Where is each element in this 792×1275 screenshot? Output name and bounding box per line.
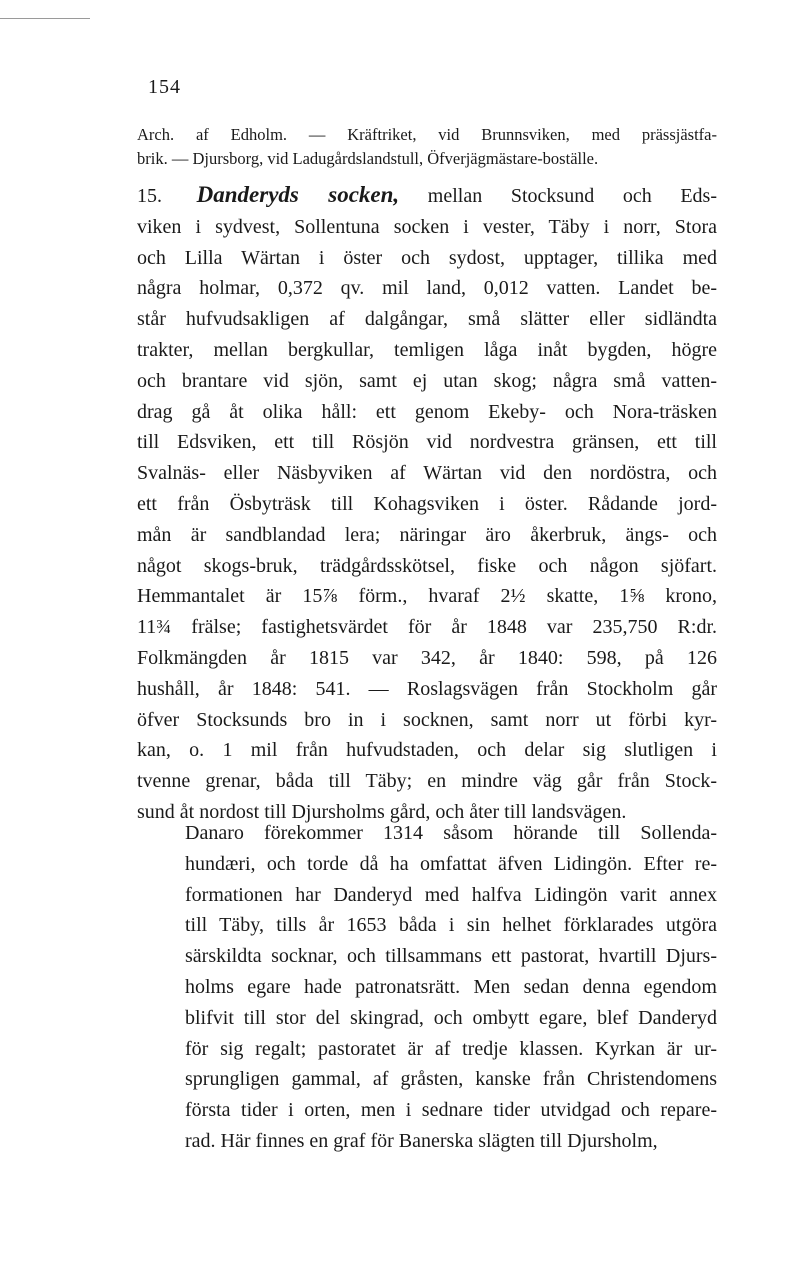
text-line: formationen har Danderyd med halfva Lidingön varit annex <box>185 883 717 906</box>
text-line: Danaro förekommer 1314 såsom hörande till Sollenda- <box>185 822 717 844</box>
text-line: Arch. af Edholm. — Kräftriket, vid Brunnsviken, med prässjästfa- <box>137 125 717 144</box>
history-paragraph <box>137 818 717 1157</box>
text-line: mellan Stocksund och Eds- <box>427 185 717 207</box>
text-line: första tider i orten, men i sednare tider utvidgad och repare- <box>185 1099 717 1122</box>
text-line: Folkmängden år 1815 var 342, år 1840: 598, på 126 <box>137 646 717 669</box>
text-line: och brantare vid sjön, samt ej utan skog; några små vatten- <box>137 369 717 392</box>
section-heading-line <box>137 180 717 212</box>
text-line: tvenne grenar, båda till Täby; en mindre väg går från Stock- <box>137 770 717 793</box>
text-line: hundæri, och torde då ha omfattat äfven Lidingön. Efter re- <box>185 852 717 875</box>
section-title: Danderyds socken, <box>196 182 400 207</box>
section-number: 15. <box>137 185 162 207</box>
text-line: kan, o. 1 mil från hufvudstaden, och delar sig slutligen i <box>137 739 717 762</box>
text-line: drag gå åt olika håll: ett genom Ekeby- och Nora-träsken <box>137 400 717 423</box>
text-line: öfver Stocksunds bro in i socknen, samt norr ut förbi kyr- <box>137 708 717 731</box>
text-line: rad. Här finnes en graf för Banerska slägten till Djursholm, <box>185 1129 658 1152</box>
text-line: sprungligen gammal, af gråsten, kanske från Christendomens <box>185 1068 717 1091</box>
text-line: till Edsviken, ett till Rösjön vid nordvestra gränsen, ett till <box>137 431 717 454</box>
text-line: holms egare hade patronatsrätt. Men sedan denna egendom <box>185 975 717 998</box>
text-line: 11¾ frälse; fastighetsvärdet för år 1848 var 235,750 R:dr. <box>137 616 717 639</box>
section-paragraph <box>137 180 717 828</box>
text-line: Hemmantalet är 15⅞ förm., hvaraf 2½ skatte, 1⅝ krono, <box>137 585 717 608</box>
text-line: brik. — Djursborg, vid Ladugårdslandstull, Öfverjägmästare-boställe. <box>137 149 599 168</box>
page-number: 154 <box>148 76 181 98</box>
text-line: ett från Ösbyträsk till Kohagsviken i öster. Rådande jord- <box>137 492 717 515</box>
text-line: mån är sandblandad lera; näringar äro åkerbruk, ängs- och <box>137 523 717 546</box>
text-line: hushåll, år 1848: 541. — Roslagsvägen från Stockholm går <box>137 677 717 700</box>
text-line: blifvit till stor del skingrad, och ombytt egare, blef Danderyd <box>185 1006 717 1029</box>
text-line: och Lilla Wärtan i öster och sydost, upptager, tillika med <box>137 246 717 269</box>
text-line: för sig regalt; pastoratet är af tredje klassen. Kyrkan är ur- <box>185 1037 717 1060</box>
text-line: trakter, mellan bergkullar, temligen låga inåt bygden, högre <box>137 338 717 361</box>
scan-edge-line <box>0 18 90 19</box>
opening-paragraph <box>137 123 717 171</box>
text-line: Svalnäs- eller Näsbyviken af Wärtan vid den nordöstra, och <box>137 462 717 485</box>
text-line: till Täby, tills år 1653 båda i sin helhet förklarades utgöra <box>185 914 717 937</box>
text-line: särskildta socknar, och tillsammans ett pastorat, hvartill Djurs- <box>185 945 717 968</box>
text-line: viken i sydvest, Sollentuna socken i vester, Täby i norr, Stora <box>137 215 717 238</box>
text-line: något skogs-bruk, trädgårdsskötsel, fiske och någon sjöfart. <box>137 554 717 577</box>
text-line: sund åt nordost till Djursholms gård, och åter till landsvägen. <box>137 800 627 823</box>
text-line: står hufvudsakligen af dalgångar, små slätter eller sidländta <box>137 308 717 331</box>
text-line: några holmar, 0,372 qv. mil land, 0,012 vatten. Landet be- <box>137 277 717 300</box>
